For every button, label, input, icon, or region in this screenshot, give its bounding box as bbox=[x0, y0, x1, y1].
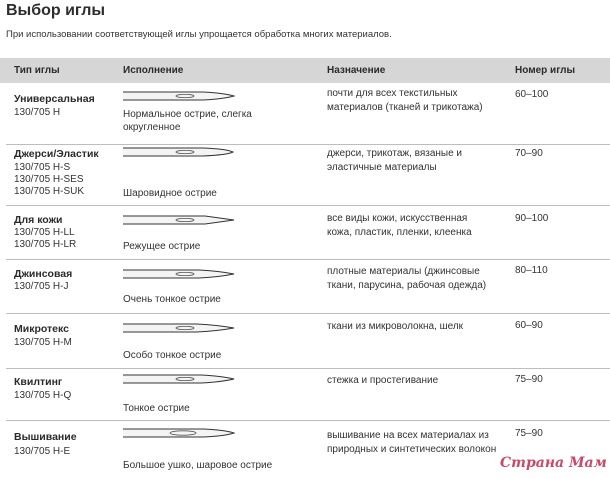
needle-purpose: ткани, парусина, рабочая одежда) bbox=[327, 280, 487, 291]
needle-icon bbox=[123, 268, 235, 280]
watermark-logo: Страна Мам bbox=[500, 455, 607, 471]
needle-code: 130/705 H-J bbox=[14, 281, 69, 292]
header-number: Номер иглы bbox=[515, 65, 575, 76]
needle-purpose: плотные материалы (джинсовые bbox=[327, 266, 480, 277]
needle-purpose: все виды кожи, искусственная bbox=[327, 213, 468, 224]
table-row bbox=[0, 369, 610, 420]
needle-type-name: Универсальная bbox=[14, 93, 95, 105]
needle-description: Тонкое острие bbox=[123, 403, 190, 414]
needle-code: 130/705 H-E bbox=[14, 446, 71, 457]
needle-number: 70–90 bbox=[515, 148, 543, 159]
needle-icon bbox=[123, 427, 235, 439]
needle-description: Большое ушко, шаровое острие bbox=[123, 460, 273, 471]
needle-type-name: Джинсовая bbox=[14, 268, 73, 280]
needle-number: 90–100 bbox=[515, 213, 549, 224]
needle-number: 60–90 bbox=[515, 320, 543, 331]
header-execution: Исполнение bbox=[123, 65, 184, 76]
needle-icon bbox=[123, 90, 235, 102]
table-row bbox=[0, 314, 610, 368]
needle-purpose: джерси, трикотаж, вязаные и bbox=[327, 148, 463, 159]
needle-icon bbox=[123, 373, 235, 385]
needle-number: 60–100 bbox=[515, 89, 549, 100]
needle-code: 130/705 H bbox=[14, 107, 61, 118]
table-row bbox=[0, 85, 610, 143]
needle-type-name: Квилтинг bbox=[14, 376, 63, 388]
needle-description: Шаровидное острие bbox=[123, 188, 217, 199]
needle-description: Режущее острие bbox=[123, 241, 201, 252]
needle-purpose: ткани из микроволокна, шелк bbox=[327, 321, 464, 332]
needle-type-name: Микротекс bbox=[14, 323, 69, 335]
needle-description: Очень тонкое острие bbox=[123, 294, 221, 305]
table-row bbox=[0, 206, 610, 259]
needle-type-name: Для кожи bbox=[14, 214, 63, 226]
needle-icon bbox=[123, 322, 235, 334]
needle-number: 75–90 bbox=[515, 428, 543, 439]
needle-code: 130/705 H-S bbox=[14, 162, 71, 173]
needle-number: 80–110 bbox=[515, 265, 548, 276]
header-type: Тип иглы bbox=[14, 65, 60, 76]
needle-purpose: почти для всех текстильных bbox=[327, 88, 458, 99]
needle-code: 130/705 H-LL bbox=[14, 227, 75, 238]
needle-code: 130/705 H-Q bbox=[14, 390, 72, 401]
table-row bbox=[0, 260, 610, 313]
needle-purpose: эластичные материалы bbox=[327, 162, 437, 173]
needle-purpose: вышивание на всех материалах из bbox=[327, 430, 489, 441]
needle-icon bbox=[123, 214, 235, 226]
needle-description: Нормальное острие, слегка bbox=[123, 109, 252, 120]
page-title: Выбор иглы bbox=[6, 2, 106, 19]
needle-type-name: Вышивание bbox=[14, 431, 77, 443]
needle-purpose: стежка и простегивание bbox=[327, 375, 439, 386]
intro-text: При использовании соответствующей иглы упрощается обработка многих материалов. bbox=[6, 29, 392, 40]
table-row bbox=[0, 145, 610, 205]
needle-purpose: природных и синтетических волокон bbox=[327, 444, 497, 455]
needle-code: 130/705 H-SES bbox=[14, 174, 84, 185]
needle-code: 130/705 H-LR bbox=[14, 239, 77, 250]
needle-description: Особо тонкое острие bbox=[123, 350, 222, 361]
needle-description: округленное bbox=[123, 122, 181, 133]
needle-type-name: Джерси/Эластик bbox=[14, 148, 99, 160]
needle-purpose: материалов (тканей и трикотажа) bbox=[327, 102, 483, 113]
needle-icon bbox=[123, 146, 235, 158]
needle-code: 130/705 H-M bbox=[14, 337, 72, 348]
needle-code: 130/705 H-SUK bbox=[14, 186, 85, 197]
needle-number: 75–90 bbox=[515, 374, 543, 385]
needle-purpose: кожа, пластик, пленки, клеенка bbox=[327, 227, 472, 238]
header-purpose: Назначение bbox=[327, 65, 386, 76]
table-header bbox=[0, 58, 610, 83]
